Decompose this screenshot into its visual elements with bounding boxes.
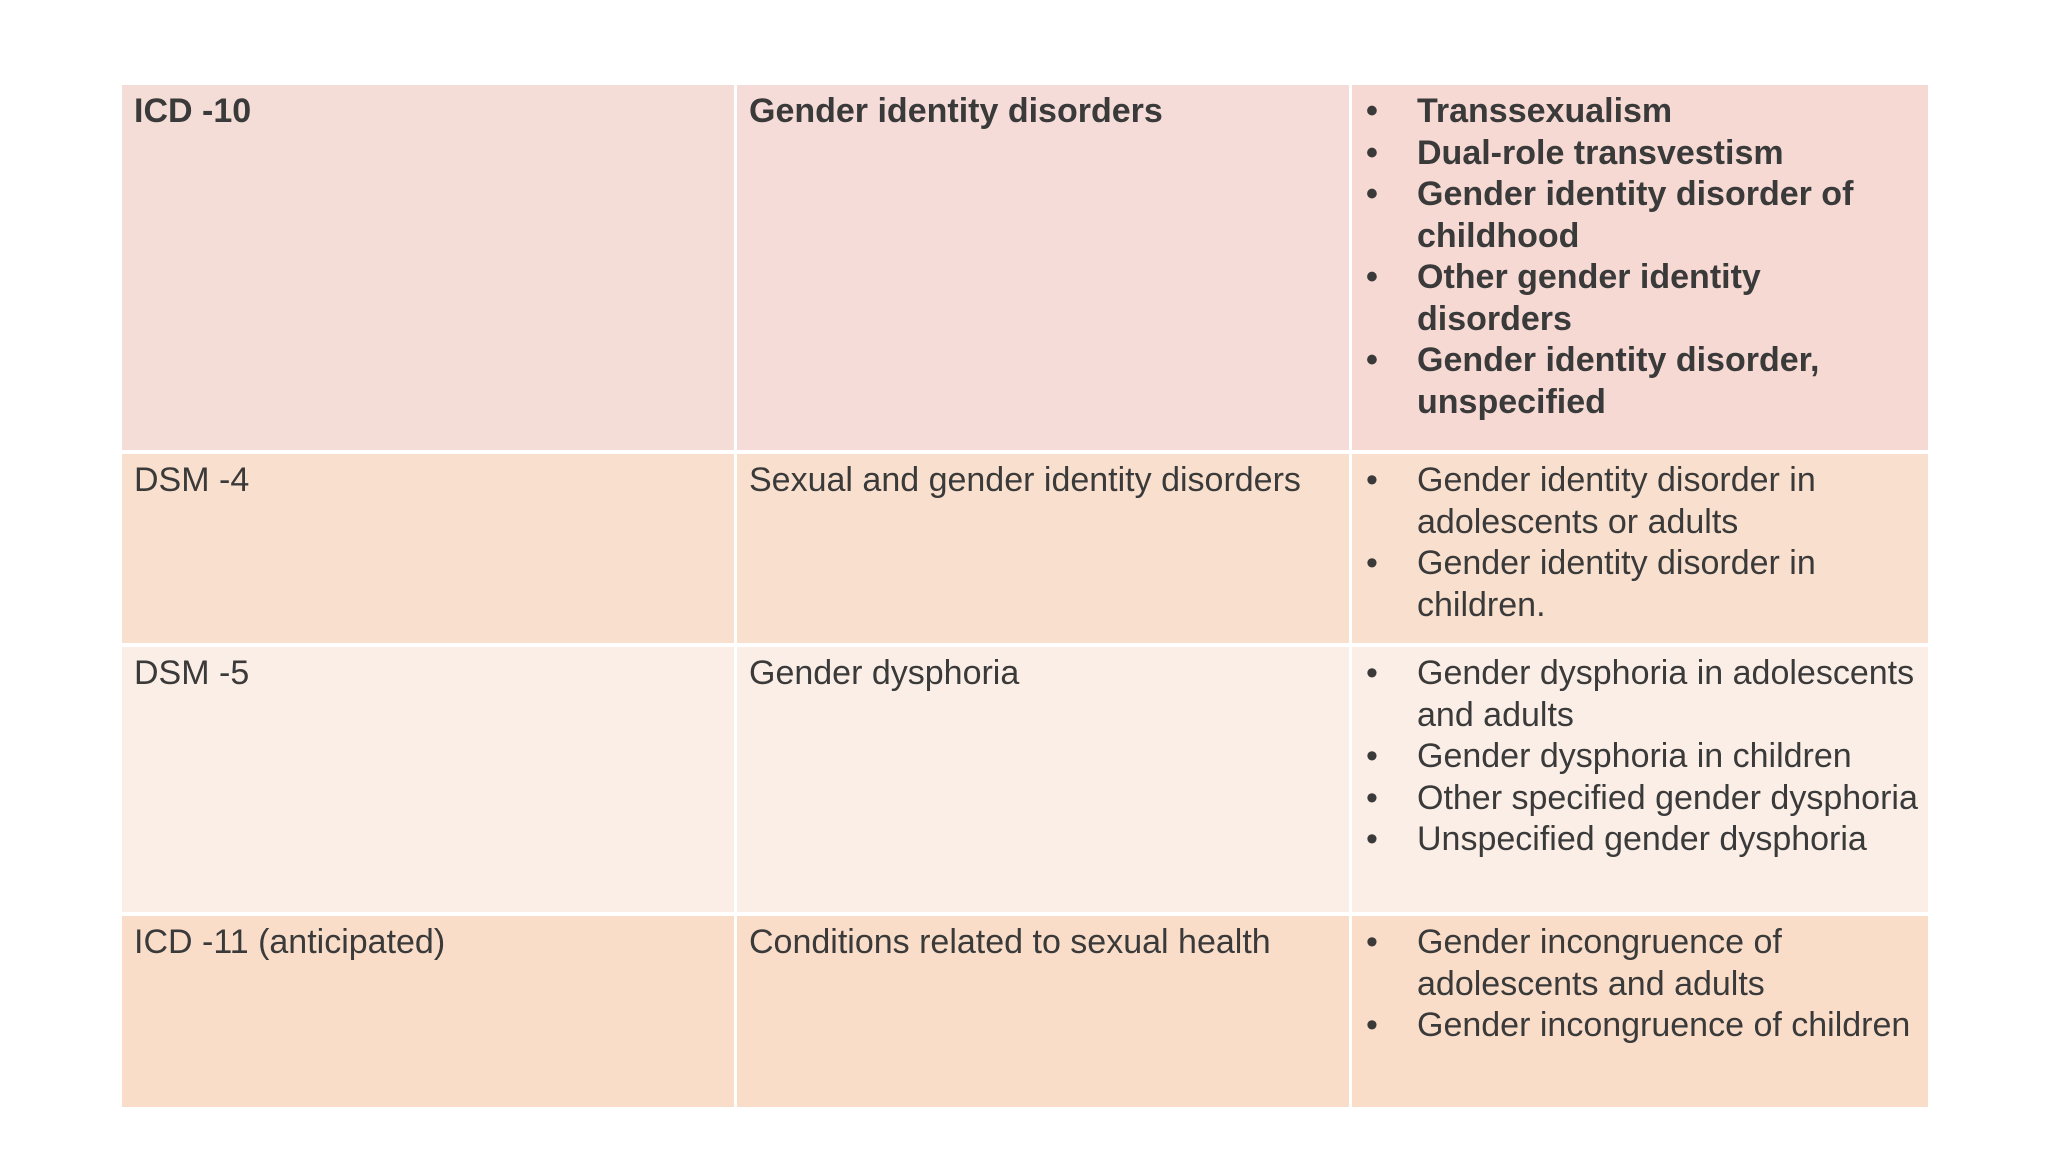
subtypes-cell xyxy=(1352,85,1928,450)
bullet-icon: • xyxy=(1366,133,1378,172)
list-item-text: Gender identity disorder in children. xyxy=(1417,544,1816,624)
bullet-icon: • xyxy=(1366,737,1378,775)
subtypes-list xyxy=(1360,922,1922,1047)
classification-table xyxy=(122,85,1928,1107)
list-item-text: Transsexualism xyxy=(1417,92,1673,130)
category-cell: Sexual and gender identity disorders xyxy=(737,454,1352,643)
bullet-icon: • xyxy=(1366,544,1378,582)
list-item xyxy=(1360,653,1922,736)
list-item xyxy=(1360,257,1922,340)
list-item xyxy=(1360,91,1922,133)
bullet-icon: • xyxy=(1366,258,1378,296)
list-item-text: Gender incongruence of children xyxy=(1417,1006,1911,1044)
subtypes-list xyxy=(1360,653,1922,861)
list-item xyxy=(1360,819,1922,861)
subtypes-cell xyxy=(1352,454,1928,643)
classification-cell: ICD -10 xyxy=(122,85,737,450)
list-item-text: Gender dysphoria in adolescents and adults xyxy=(1417,654,1915,734)
list-item xyxy=(1360,1005,1922,1047)
list-item-text: Gender identity disorder of childhood xyxy=(1417,175,1854,255)
list-item-text: Gender identity disorder in adolescents or adults xyxy=(1417,461,1816,541)
list-item xyxy=(1360,340,1922,423)
list-item xyxy=(1360,922,1922,1005)
classification-cell: DSM -4 xyxy=(122,454,737,643)
list-item xyxy=(1360,778,1922,820)
list-item-text: Gender identity disorder, unspecified xyxy=(1417,341,1820,421)
category-cell: Conditions related to sexual health xyxy=(737,916,1352,1107)
table-row-dsm5 xyxy=(122,647,1928,916)
table-row-icd10 xyxy=(122,85,1928,454)
subtypes-cell xyxy=(1352,916,1928,1107)
list-item xyxy=(1360,460,1922,543)
table-row-dsm4 xyxy=(122,454,1928,647)
list-item-text: Other specified gender dysphoria xyxy=(1417,778,1918,817)
bullet-icon: • xyxy=(1366,341,1378,379)
list-item xyxy=(1360,543,1922,626)
subtypes-list xyxy=(1360,91,1922,423)
list-item-text: Other gender identity disorders xyxy=(1417,258,1761,338)
list-item-text: Unspecified gender dysphoria xyxy=(1417,820,1867,858)
bullet-icon: • xyxy=(1366,175,1378,213)
bullet-icon: • xyxy=(1366,461,1378,499)
table-row-icd11 xyxy=(122,916,1928,1107)
list-item xyxy=(1360,174,1922,257)
list-item xyxy=(1360,736,1922,778)
subtypes-list xyxy=(1360,460,1922,626)
list-item-text: Gender dysphoria in children xyxy=(1417,737,1852,775)
subtypes-cell xyxy=(1352,647,1928,912)
bullet-icon: • xyxy=(1366,1006,1378,1044)
list-item xyxy=(1360,133,1922,175)
category-cell: Gender identity disorders xyxy=(737,85,1352,450)
bullet-icon: • xyxy=(1366,923,1378,961)
list-item-text: Dual-role transvestism xyxy=(1417,133,1784,172)
category-cell: Gender dysphoria xyxy=(737,647,1352,912)
list-item-text: Gender incongruence of adolescents and adults xyxy=(1417,923,1782,1003)
bullet-icon: • xyxy=(1366,820,1378,858)
bullet-icon: • xyxy=(1366,654,1378,692)
bullet-icon: • xyxy=(1366,92,1378,130)
classification-cell: DSM -5 xyxy=(122,647,737,912)
bullet-icon: • xyxy=(1366,778,1378,817)
classification-cell: ICD -11 (anticipated) xyxy=(122,916,737,1107)
